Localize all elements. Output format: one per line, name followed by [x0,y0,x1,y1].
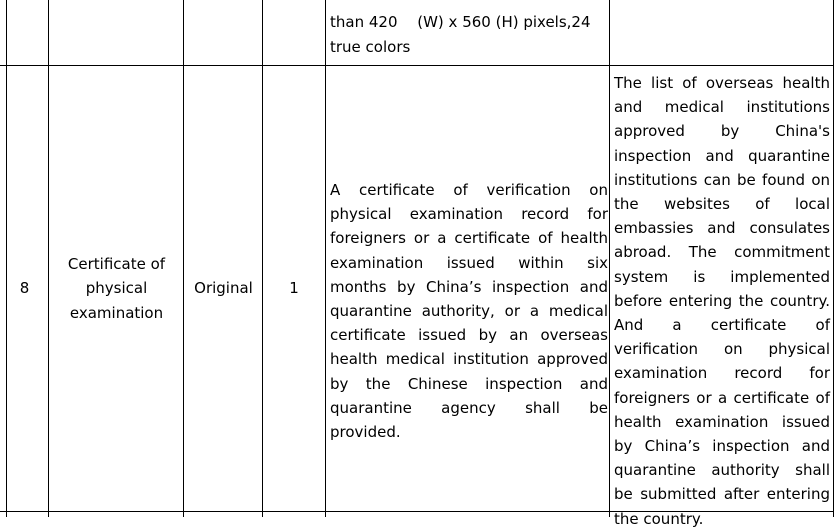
material-name-cell [49,66,184,511]
material-form: Original [194,279,253,298]
row-number: 8 [19,279,30,298]
copies-cell [263,66,325,511]
form-cell [184,66,263,511]
remarks-text: The list of overseas health and medical institutions approved by China's inspection and quarantine institutions can be found on the websites of local embassies and consulates abroad. The commitment system is implemented before entering the country. And a certificate of verification on physical examination record for foreigners or a certificate of health examination issued by China’s inspection and quarantine authority shall be submitted after entering the country. [614,74,830,528]
column-divider [609,0,610,517]
requirements-text: A certificate of verification on physical examination record for foreigners or a certificate of health examination issued within six months by China’s inspection and quarantine authority, or a medical certificate issued by an overseas health medical institution approved by the Chinese inspection and quarantine agency shall be provided. [330,181,608,442]
prev-row-requirements: than 420 (W) x 560 (H) pixels,24 true colors [330,13,591,56]
copies-count: 1 [289,279,299,298]
material-name: Certificate of physical examination [67,255,166,322]
column-divider [325,0,326,517]
table-border-right [833,0,834,517]
row-number-cell [0,66,49,511]
